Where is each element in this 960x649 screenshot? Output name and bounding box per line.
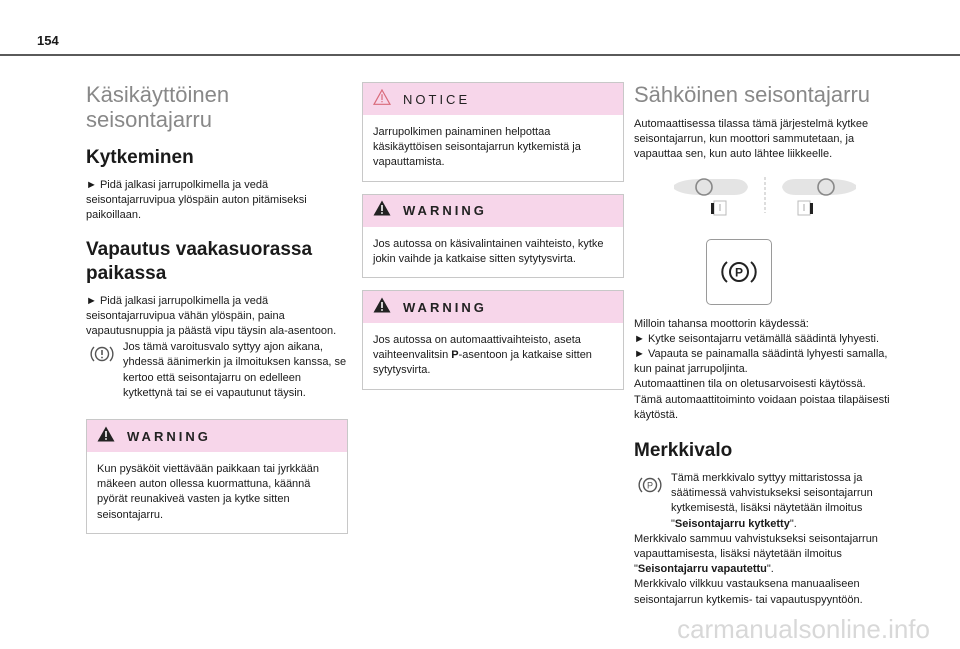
warning-triangle-icon — [373, 297, 391, 318]
push-switch-icon — [782, 179, 856, 215]
warning-label: WARNING — [127, 428, 211, 444]
instruction-line-2: ► Kytke seisontajarru vetämällä säädintä lyhyesti. — [634, 332, 880, 345]
heading-kytkeminen: Kytkeminen — [86, 147, 194, 168]
warning-label: WARNING — [403, 299, 487, 315]
warning-header — [363, 291, 623, 323]
warning-box-automatic-gearbox — [362, 290, 624, 390]
svg-text:P: P — [646, 480, 654, 491]
notice-box — [362, 82, 624, 182]
section-title-electric-brake: Sähköinen seisontajarru — [634, 82, 871, 107]
warning-text: Jos autossa on käsivalintainen vaihteisto, kytke jokin vaihde ja katkaise sitten sytytysvirta. — [373, 237, 604, 265]
column-1 — [86, 82, 348, 546]
pull-switch-icon — [674, 179, 748, 215]
brake-switch-illustration — [634, 173, 896, 233]
warning-box-manual-gearbox — [362, 194, 624, 278]
page-number: 154 — [37, 33, 59, 48]
indicator-note — [634, 471, 896, 532]
heading-merkkivalo: Merkkivalo — [634, 440, 733, 462]
paragraph-kytkeminen: ► Pidä jalkasi jarrupolkimella ja vedä seisontajarruvipua ylöspäin auton pitämiseksi paikoillaan. — [86, 179, 307, 222]
section-title-manual-brake: Käsikäyttöinen seisontajarru — [86, 82, 230, 132]
warning-triangle-icon — [97, 426, 115, 447]
paragraph-vapautus: ► Pidä jalkasi jarrupolkimella ja vedä seisontajarruvipua vähän ylöspäin, paina vapautusnuppia ja päästä vipu täysin ala-asentoon. — [86, 294, 337, 338]
parking-brake-button-icon — [706, 239, 772, 305]
indicator-text-3: Merkkivalo vilkkuu vastauksena manuaaliseen seisontajarrun kytkemis- tai vapautuspyyntöön. — [634, 578, 863, 606]
warning-text: Kun pysäköit viettävään paikkaan tai jyrkkään mäkeen auton ollessa kuormattuna, käännä pyörät reunakiveä vasten ja kytke sitten seisontajarru. — [97, 463, 319, 521]
notice-triangle-icon — [373, 89, 391, 110]
notice-text: Jarrupolkimen painaminen helpottaa käsikäyttöisen seisontajarrun kytkemistä ja vapauttamista. — [373, 126, 581, 169]
heading-vapautus: Vapautus vaakasuorassa paikassa — [86, 238, 313, 284]
header-rule — [0, 54, 960, 56]
notice-header — [363, 83, 623, 115]
indicator-text-2: Merkkivalo sammuu vahvistukseksi seisontajarrun vapauttamisesta, lisäksi näytetään ilmoitus "Seisontajarru vapautettu". — [634, 532, 878, 576]
warning-label: WARNING — [403, 203, 487, 219]
warning-triangle-icon — [373, 200, 391, 221]
svg-text:P: P — [734, 265, 744, 280]
warning-header — [363, 195, 623, 227]
warning-text: Jos autossa on automaattivaihteisto, aseta vaihteenvalitsin P-asentoon ja katkaise sitten sytytysvirta. — [373, 334, 592, 377]
column-2 — [362, 82, 624, 402]
instruction-line-3: ► Vapauta se painamalla säädintä lyhyesti samalla, kun painat jarrupoljinta. — [634, 348, 888, 376]
watermark: carmanualsonline.info — [677, 614, 930, 644]
instruction-line-4: Automaattinen tila on oletusarvoisesti käytössä. Tämä automaattitoiminto voidaan poistaa tilapäisesti käytöstä. — [634, 378, 890, 421]
brake-warning-lamp-icon — [88, 343, 116, 370]
warning-lamp-note — [86, 340, 348, 401]
column-3 — [634, 82, 896, 608]
parking-brake-indicator-icon — [636, 474, 664, 501]
note-text: Jos tämä varoitusvalo syttyy ajon aikana, yhdessä äänimerkin ja ilmoituksen kanssa, se kertoo että seisontajarru on edelleen kytkettynä tai se ei vapautunut täysin. — [123, 341, 347, 399]
intro-paragraph: Automaattisessa tilassa tämä järjestelmä kytkee seisontajarrun, kun moottori sammutetaan, ja vapauttaa sen, kun auto lähtee liikkeelle. — [634, 118, 869, 161]
warning-box-parking — [86, 419, 348, 534]
instruction-line-1: Milloin tahansa moottorin käydessä: — [634, 317, 809, 330]
warning-header — [87, 420, 347, 452]
notice-label: NOTICE — [403, 91, 471, 107]
indicator-text-1: Tämä merkkivalo syttyy mittaristossa ja säätimessä vahvistukseksi seisontajarrun kytkemisestä, lisäksi näytetään ilmoitus "Seisontajarru kytketty". — [671, 472, 873, 530]
